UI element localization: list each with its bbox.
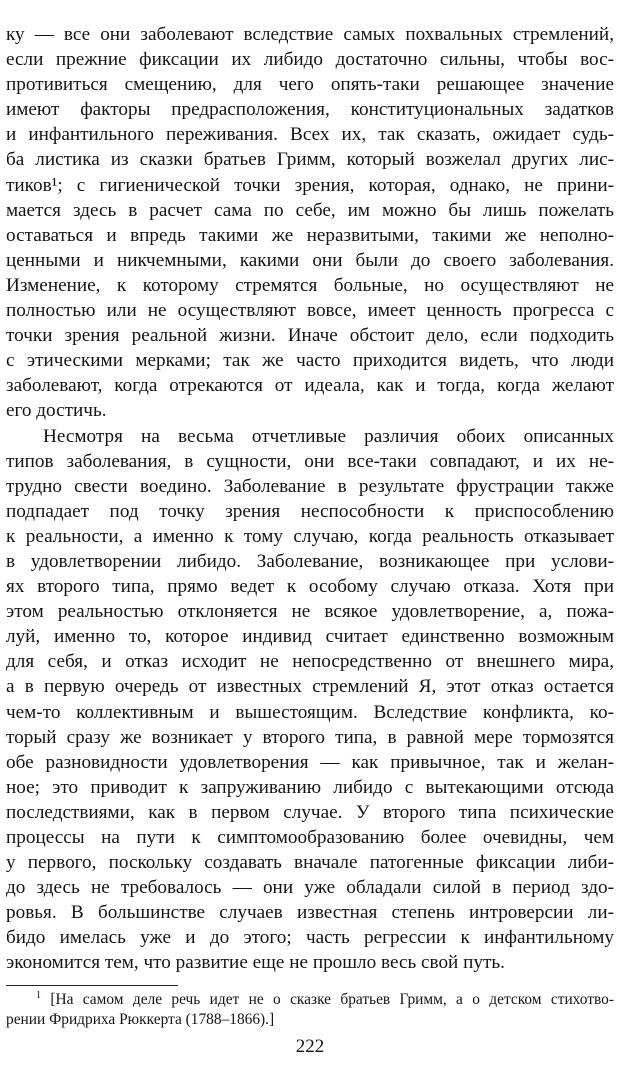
text-line: экономится тем, что развитие еще не прошло весь свой путь. (6, 952, 505, 974)
main-text (6, 22, 614, 976)
text-line: луй, именно то, которое индивид считает единственно возможным (6, 626, 614, 648)
text-line: в удовлетворении либидо. Заболевание, возникающее при услови- (6, 550, 614, 572)
text-line: торый сразу же возникает у второго типа, в равной мере тормозятся (6, 726, 614, 748)
text-line: заболевают, когда отрекаются от идеала, как и тогда, когда желают (6, 375, 614, 397)
text-line: ку — все они заболевают вследствие самых похвальных стремлений, (6, 24, 614, 45)
text-line: процессы на пути к симптомообразованию более очевидны, чем (6, 827, 614, 848)
text-line: для себя, и отказ исходит не непосредственно от внешнего мира, (6, 651, 614, 673)
footnote-text: [На самом деле речь идет не о сказке братьев Гримм, а о детском стихотво- (50, 991, 614, 1008)
text-line: его достичь. (6, 400, 107, 422)
footnote-line (6, 990, 614, 1010)
text-line: полностью или не осуществляют вовсе, имеет ценность прогресса с (6, 300, 614, 322)
text-line: этом реальностью отклоняется не всякое удовлетворение, а, пожа- (6, 601, 614, 623)
text-line: тиков¹; с гигиенической точки зрения, которая, однако, не прини- (6, 174, 614, 196)
text-line: Несмотря на весьма отчетливые различия обоих описанных (43, 425, 614, 447)
text-line: ба листика из сказки братьев Гримм, который возжелал других лис- (6, 149, 614, 171)
text-line: типов заболевания, в сущности, они все-таки совпадают, и их не- (6, 450, 614, 472)
footnote (6, 990, 614, 1030)
text-line: а в первую очередь от известных стремлений Я, этот отказ остается (6, 676, 614, 698)
text-line: ровья. В большинстве случаев известная степень интроверсии ли- (6, 902, 614, 924)
text-line: ях второго типа, прямо ведет к особому случаю отказа. Хотя при (6, 576, 614, 598)
text-line: до здесь не требовалось — они уже обладали силой в период здо- (6, 877, 614, 899)
text-line: ное; это приводит к запруживанию либидо с вытекающими отсюда (6, 776, 614, 798)
text-line: к реальности, а именно к тому случаю, когда реальность отказывает (6, 525, 614, 547)
text-line: если прежние фиксации их либидо достаточно сильны, чтобы вос- (6, 49, 614, 71)
text-line: ценными и никчемными, какими они были до своего заболевания. (6, 249, 614, 271)
text-line: с этическими мерками; так же часто приходится видеть, что люди (6, 350, 614, 372)
text-line: чем-то коллективным и вышестоящим. Вследствие конфликта, ко- (6, 701, 614, 723)
footnote-divider (6, 985, 178, 986)
text-line: обе разновидности удовлетворения — как привычное, так и желан- (6, 751, 614, 773)
text-line: последствиями, как в первом случае. У второго типа психические (6, 801, 614, 823)
text-line: имеют факторы предрасположения, конституциональных задатков (6, 99, 614, 121)
text-line: и инфантильного переживания. Всех их, так сказать, ожидает судь- (6, 124, 614, 146)
text-line: трудно свести воедино. Заболевание в результате фрустрации также (6, 475, 614, 497)
footnote-line: рении Фридриха Рюккерта (1788–1866).] (6, 1011, 275, 1028)
footnote-marker: 1 (36, 990, 41, 1001)
text-line: противиться смещению, для чего опять-таки решающее значение (6, 74, 614, 96)
text-line: мается здесь в расчет сама по себе, им можно бы лишь пожелать (6, 199, 614, 221)
text-line: у первого, поскольку создавать вначале патогенные фиксации либи- (6, 852, 614, 874)
text-line: подпадает под точку зрения неспособности к приспособлению (6, 500, 614, 522)
text-line: бидо имелась уже и до этого; часть регрессии к инфантильному (6, 927, 614, 949)
text-line: оставаться и впредь такими же неразвитыми, такими же неполно- (6, 224, 614, 246)
text-line: Изменение, к которому стремятся больные, но осуществляют не (6, 274, 614, 296)
text-line: точки зрения реальной жизни. Иначе обстоит дело, если подходить (6, 325, 614, 347)
page-number: 222 (295, 1036, 325, 1057)
